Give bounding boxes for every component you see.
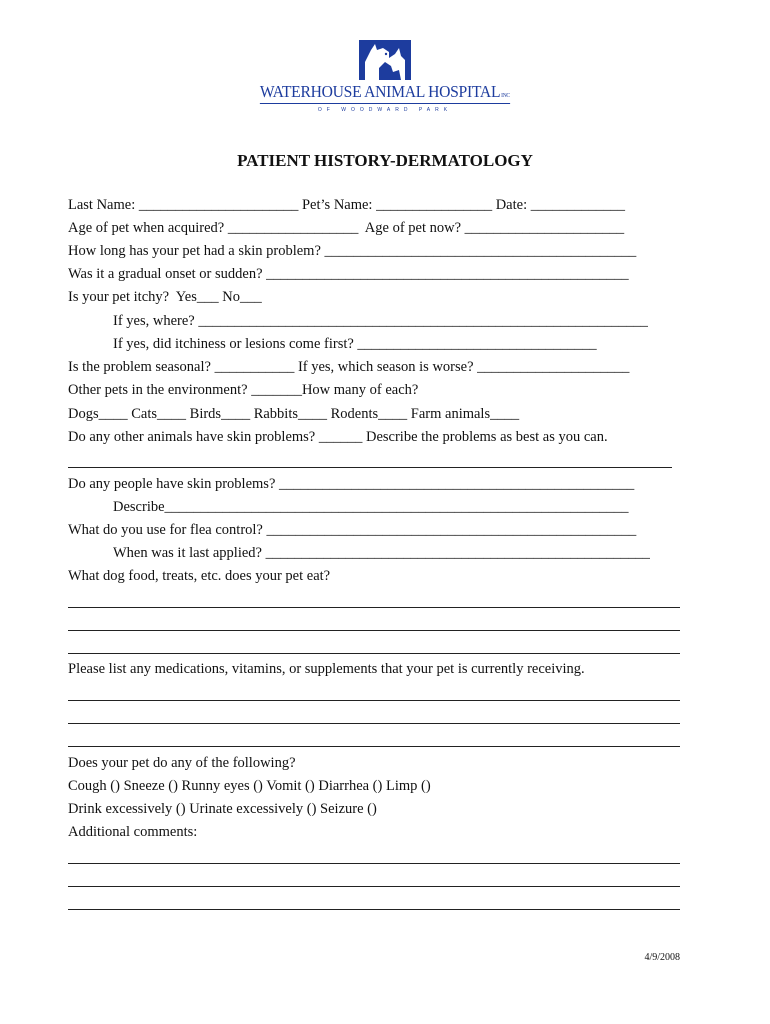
itch-or-lesions-line[interactable]: If yes, did itchiness or lesions come first? _________________________________	[113, 336, 597, 352]
diet-answer-rule[interactable]	[68, 607, 680, 608]
seasonal-line[interactable]: Is the problem seasonal? ___________ If yes, which season is worse? _____________________	[68, 359, 630, 375]
hospital-subtitle: OF WOODWARD PARK	[317, 107, 453, 113]
symptoms-row-2[interactable]: Drink excessively () Urinate excessively () Seizure ()	[68, 801, 377, 817]
other-animals-skin-line[interactable]: Do any other animals have skin problems? ______ Describe the problems as best as you can.	[68, 429, 608, 445]
answer-rule[interactable]	[68, 467, 672, 468]
age-of-pet-line[interactable]: Age of pet when acquired? __________________ Age of pet now? ______________________	[68, 220, 625, 236]
last-name-line[interactable]: Last Name: ______________________ Pet’s Name: ________________ Date: _____________	[68, 197, 625, 213]
medications-answer-rule[interactable]	[68, 746, 680, 747]
medications-answer-rule[interactable]	[68, 723, 680, 724]
symptoms-row-1[interactable]: Cough () Sneeze () Runny eyes () Vomit () Diarrhea () Limp ()	[68, 778, 431, 794]
dog-cat-logo-icon	[359, 40, 411, 80]
medications-answer-rule[interactable]	[68, 700, 680, 701]
additional-comments-label: Additional comments:	[68, 824, 198, 840]
comments-answer-rule[interactable]	[68, 886, 680, 887]
medications-question: Please list any medications, vitamins, or supplements that your pet is currently receiving.	[68, 661, 585, 677]
itch-location-line[interactable]: If yes, where? ______________________________________________________________	[113, 313, 648, 329]
other-pets-line[interactable]: Other pets in the environment? _______How many of each?	[68, 382, 419, 398]
comments-answer-rule[interactable]	[68, 909, 680, 910]
comments-answer-rule[interactable]	[68, 863, 680, 864]
footer-date: 4/9/2008	[644, 952, 680, 963]
symptoms-question: Does your pet do any of the following?	[68, 755, 296, 771]
flea-control-line[interactable]: What do you use for flea control? ___________________________________________________	[68, 522, 637, 538]
flea-last-applied-line[interactable]: When was it last applied? _____________________________________________________	[113, 545, 650, 561]
animal-types-line[interactable]: Dogs____ Cats____ Birds____ Rabbits____ Rodents____ Farm animals____	[68, 406, 520, 422]
diet-question: What dog food, treats, etc. does your pet eat?	[68, 568, 331, 584]
onset-line[interactable]: Was it a gradual onset or sudden? __________________________________________________	[68, 266, 629, 282]
describe-line[interactable]: Describe________________________________________________________________	[113, 499, 629, 515]
skin-problem-duration-line[interactable]: How long has your pet had a skin problem? ___________________________________________	[68, 243, 637, 259]
people-skin-line[interactable]: Do any people have skin problems? _________________________________________________	[68, 476, 635, 492]
diet-answer-rule[interactable]	[68, 630, 680, 631]
hospital-logo	[0, 40, 770, 113]
diet-answer-rule[interactable]	[68, 653, 680, 654]
hospital-name: WATERHOUSE ANIMAL HOSPITALINC	[260, 82, 510, 104]
itchy-line[interactable]: Is your pet itchy? Yes___ No___	[68, 289, 262, 305]
form-title: PATIENT HISTORY-DERMATOLOGY	[237, 151, 533, 170]
